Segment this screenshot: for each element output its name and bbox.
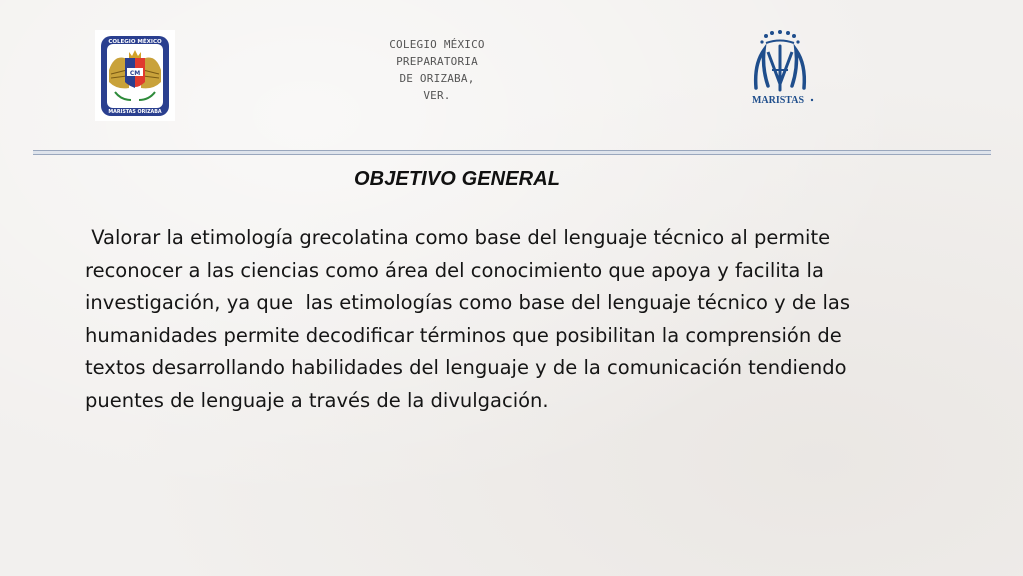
paragraph-line: humanidades permite decodificar términos que posibilitan la comprensión de xyxy=(85,323,842,347)
paragraph-line: Valorar la etimología grecolatina como base del lenguaje técnico al permite xyxy=(85,226,831,249)
header-divider xyxy=(33,150,991,155)
school-name-line: VER. xyxy=(423,89,451,102)
paragraph-line: puentes de lenguaje a través de la divulgación. xyxy=(85,388,549,412)
paragraph-line: textos desarrollando habilidades del lenguaje y de la comunicación tendiendo xyxy=(85,356,847,379)
paragraph-line: reconocer a las ciencias como área del conocimiento que apoya y facilita la xyxy=(85,258,824,282)
svg-text:COLEGIO MÉXICO: COLEGIO MÉXICO xyxy=(108,39,162,45)
svg-text:CM: CM xyxy=(129,70,141,77)
svg-text:MARISTAS: MARISTAS xyxy=(751,95,805,106)
school-name-line: PREPARATORIA xyxy=(396,55,478,68)
school-name-line: COLEGIO MÉXICO xyxy=(389,38,485,51)
paragraph-line: investigación, ya que las etimologías como base del lenguaje técnico y de las xyxy=(85,291,851,314)
objective-paragraph xyxy=(85,222,935,417)
maristas-monogram-icon xyxy=(742,28,818,110)
school-name xyxy=(372,36,502,104)
page-title: OBJETIVO GENERAL xyxy=(354,168,561,190)
colegio-mexico-crest-icon xyxy=(95,30,175,121)
svg-text:MARISTAS ORIZABA: MARISTAS ORIZABA xyxy=(108,110,162,115)
school-name-line: DE ORIZABA, xyxy=(399,72,475,85)
